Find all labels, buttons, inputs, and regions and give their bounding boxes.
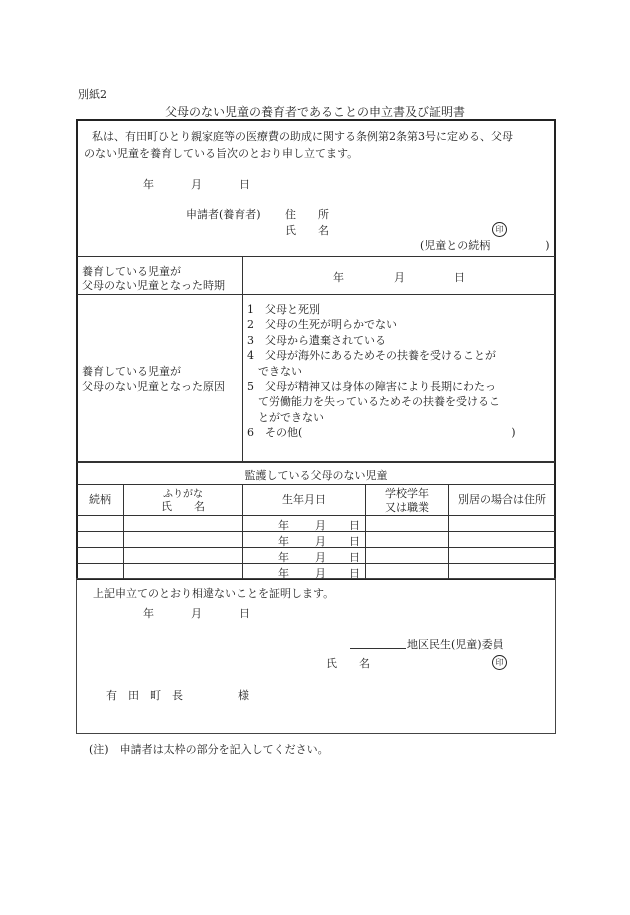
birthdate-day[interactable]: 日 [349, 567, 360, 580]
certification-month[interactable]: 月 [191, 607, 202, 620]
commissioner-name-label[interactable]: 氏 名 [326, 657, 370, 670]
orphaned-time-year[interactable]: 年 [333, 271, 344, 284]
col-header-school-2: 又は職業 [385, 501, 429, 514]
mayor-addressee: 有 田 町 長 [106, 689, 183, 702]
birthdate-day[interactable]: 日 [349, 551, 360, 564]
cause-option[interactable]: 5 父母が精神又は身体の障害により長期にわたっ [247, 380, 496, 394]
col-header-school-1: 学校学年 [385, 487, 429, 500]
cause-option-continued: て労働能力を失っているためその扶養を受けるこ [247, 395, 500, 409]
cause-option[interactable]: 2 父母の生死が明らかでない [247, 318, 397, 332]
cause-option[interactable]: 1 父母と死別 [247, 303, 320, 316]
birthdate-year[interactable]: 年 [278, 535, 289, 548]
cause-option[interactable]: 3 父母から遺棄されている [247, 333, 386, 347]
birthdate-month[interactable]: 月 [315, 535, 326, 548]
column-divider [242, 256, 243, 462]
orphaned-cause-label-1: 養育している児童が [82, 365, 181, 378]
cause-option[interactable]: 6 その他( ) [247, 426, 516, 440]
orphaned-time-month[interactable]: 月 [394, 271, 405, 284]
orphaned-time-label-1: 養育している児童が [82, 265, 181, 278]
col-header-address: 別居の場合は住所 [458, 493, 546, 506]
certification-frame [76, 578, 556, 734]
cause-option[interactable]: 4 父母が海外にあるためその扶養を受けることが [247, 349, 496, 363]
certification-statement: 上記申立てのとおり相違ないことを証明します。 [93, 587, 335, 600]
birthdate-day[interactable]: 日 [349, 519, 360, 532]
birthdate-month[interactable]: 月 [315, 519, 326, 532]
district-blank-underline[interactable] [350, 648, 406, 649]
orphaned-cause-label-2: 父母のない児童となった原因 [82, 380, 225, 393]
declaration-month[interactable]: 月 [191, 178, 202, 191]
divider [77, 294, 555, 295]
cause-option-continued: できない [247, 364, 302, 378]
birthdate-year[interactable]: 年 [278, 519, 289, 532]
certification-year[interactable]: 年 [143, 607, 154, 620]
honorific: 様 [238, 689, 249, 702]
birthdate-month[interactable]: 月 [315, 567, 326, 580]
divider [77, 256, 555, 257]
birthdate-year[interactable]: 年 [278, 567, 289, 580]
footnote: (注) 申請者は太枠の部分を記入してください。 [89, 743, 329, 756]
name-label[interactable]: 氏 名 [285, 224, 329, 237]
cause-option-continued: とができない [247, 410, 324, 424]
orphaned-cause-options [247, 302, 516, 441]
col-header-birthdate: 生年月日 [282, 493, 326, 506]
certification-day[interactable]: 日 [239, 607, 250, 620]
applicant-label: 申請者(養育者) [186, 208, 261, 221]
declaration-year[interactable]: 年 [143, 178, 154, 191]
page-label: 別紙2 [78, 88, 107, 101]
birthdate-year[interactable]: 年 [278, 551, 289, 564]
page-title: 父母のない児童の養育者であることの申立書及び証明書 [164, 105, 465, 119]
declaration-day[interactable]: 日 [239, 178, 250, 191]
commissioner-title: 地区民生(児童)委員 [407, 638, 504, 651]
orphaned-time-label-2: 父母のない児童となった時期 [82, 279, 225, 292]
orphaned-time-day[interactable]: 日 [454, 271, 465, 284]
birthdate-month[interactable]: 月 [315, 551, 326, 564]
col-header-relation: 続柄 [89, 493, 111, 506]
declaration-line-2: のない児童を養育している旨次のとおり申し立てます。 [84, 147, 359, 160]
relation-label[interactable]: (児童との続柄 ) [420, 239, 550, 252]
declaration-line-1: 私は、有田町ひとり親家庭等の医療費の助成に関する条例第2条第3号に定める、父母 [92, 130, 513, 143]
divider [77, 461, 555, 463]
address-label[interactable]: 住 所 [285, 208, 329, 221]
children-table-heading: 監護している父母のない児童 [244, 469, 388, 482]
col-header-furigana: ふりがな [163, 489, 203, 500]
table-row-divider [77, 515, 555, 516]
seal-stamp-icon: 印 [492, 655, 507, 670]
col-header-name: 氏 名 [161, 500, 205, 513]
birthdate-day[interactable]: 日 [349, 535, 360, 548]
seal-stamp-icon: 印 [492, 222, 507, 237]
